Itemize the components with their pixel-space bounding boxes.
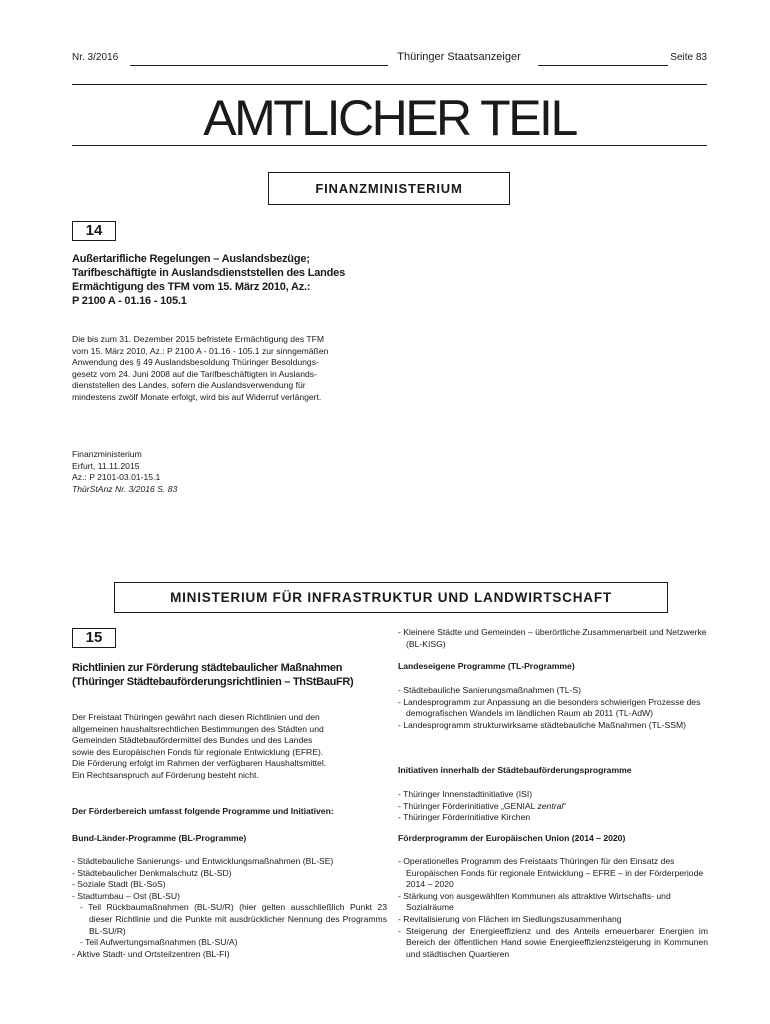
issue-number: Nr. 3/2016: [72, 52, 119, 63]
list-item: - Kleinere Städte und Gemeinden – überörtliche Zusammenarbeit und Netzwerke (BL-KISG): [398, 627, 707, 649]
sign-line: Finanzministerium: [72, 449, 142, 459]
body-line: dienststellen des Landes, sofern die Auslandsverwendung für: [72, 380, 306, 391]
title-line: P 2100 A - 01.16 - 105.1: [72, 295, 187, 307]
citation: ThürStAnz Nr. 3/2016 S. 83: [72, 483, 178, 494]
list-item: - Revitalisierung von Flächen im Siedlungszusammenhang: [398, 913, 622, 924]
tl-programme-list: [398, 685, 708, 731]
header-rule-left: [130, 65, 388, 66]
list-item: - Städtebaulicher Denkmalschutz (BL-SD): [72, 867, 232, 878]
title-line: Richtlinien zur Förderung städtebaulicher Maßnahmen: [72, 662, 343, 674]
page-number: Seite 83: [670, 52, 707, 63]
ministry-heading-infra: MINISTERIUM FÜR INFRASTRUKTUR UND LANDWIRTSCHAFT: [114, 582, 668, 613]
body-line: Der Freistaat Thüringen gewährt nach diesen Richtlinien und den: [72, 712, 320, 722]
bl-programme-list: [72, 856, 387, 960]
body-line: mindestens zwölf Monate erfolgt, wird bis auf Widerruf verlängert.: [72, 391, 322, 402]
item-14-title: [72, 252, 387, 308]
bl-programme-heading: Bund-Länder-Programme (BL-Programme): [72, 833, 247, 843]
list-item: - Städtebauliche Sanierungs- und Entwicklungsmaßnahmen (BL-SE): [72, 856, 334, 866]
body-line: vom 15. März 2010, Az.: P 2100 A - 01.16 - 105.1 zur sinngemäßen: [72, 345, 329, 356]
publication-name: Thüringer Staatsanzeiger: [397, 51, 521, 63]
body-line: Die bis zum 31. Dezember 2015 befristete Ermächtigung des TFM: [72, 334, 325, 344]
page-banner: AMTLICHER TEIL: [203, 90, 576, 146]
list-item: - Landesprogramm strukturwirksame städtebauliche Maßnahmen (TL-SSM): [398, 719, 686, 730]
title-line: Tarifbeschäftigte in Auslandsdienststellen des Landes: [72, 267, 346, 279]
list-item-italic: zentral: [537, 800, 564, 811]
body-line: gesetz vom 24. Juni 2008 auf die Tarifbeschäftigten in Auslands-: [72, 368, 317, 379]
item-number-15: 15: [72, 628, 116, 648]
initiatives-heading: Initiativen innerhalb der Städtebauförderungsprogramme: [398, 765, 632, 775]
list-subitem: - Teil Aufwertungsmaßnahmen (BL-SU/A): [80, 937, 238, 948]
sign-line: Erfurt, 11.11.2015: [72, 460, 140, 471]
list-item-text: - Thüringer Förderinitiative „GENIAL: [398, 800, 538, 811]
title-line: Ermächtigung des TFM vom 15. März 2010, Az.:: [72, 281, 311, 293]
list-item: - Aktive Stadt- und Ortsteilzentren (BL-FI): [72, 948, 230, 959]
body-line: Anwendung des § 49 Auslandsbesoldung Thüringer Besoldungs-: [72, 357, 319, 368]
running-head: [72, 52, 707, 68]
efre-heading: Förderprogramm der Europäischen Union (2014 – 2020): [398, 833, 626, 843]
list-subitem: - Teil Rückbaumaßnahmen (BL-SU/R) (hier gelten ausschließlich Punkt 23 dieser Richtlinie und die Punkte mit ausdrücklicher Nennung des Programms BL-SU/R): [80, 902, 387, 936]
item-14-body: [72, 334, 384, 404]
list-item: - Thüringer Innenstadtinitiative (ISI): [398, 789, 533, 799]
top-divider: [72, 84, 707, 85]
item-number-14: 14: [72, 221, 116, 241]
bl-programme-list-continued: [398, 627, 708, 650]
sign-line: Az.: P 2101-03.01-15.1: [72, 472, 161, 483]
initiatives-list: [398, 789, 708, 824]
item-15-title: [72, 661, 387, 689]
list-item: - Soziale Stadt (BL-SoS): [72, 879, 166, 890]
item-14-signature: [72, 449, 372, 495]
list-item: [398, 801, 708, 813]
list-item-suffix: “: [563, 800, 567, 811]
list-item: - Operationelles Programm des Freistaats Thüringen für den Einsatz des Europäischen Fonds für regionale Entwicklung – EFRE – in der Förderperiode 2014 – 2020: [398, 856, 704, 890]
body-line: allgemeinen haushaltsrechtlichen Bestimmungen des Städten und: [72, 723, 324, 734]
header-rule-right: [538, 65, 668, 66]
tl-programme-heading: Landeseigene Programme (TL-Programme): [398, 661, 575, 671]
body-line: Gemeinden Städtebaufördermittel des Bundes und des Landes: [72, 735, 313, 746]
list-item: - Stärkung von ausgewählten Kommunen als attraktive Wirtschafts- und Sozialräume: [398, 890, 671, 913]
item-15-body: [72, 712, 384, 782]
efre-list: [398, 856, 708, 960]
list-item: - Stadtumbau – Ost (BL-SU): [72, 890, 180, 901]
title-line: Außertarifliche Regelungen – Auslandsbezüge;: [72, 253, 310, 265]
title-line: (Thüringer Städtebauförderungsrichtlinien – ThStBauFR): [72, 676, 354, 688]
ministry-heading-finanz: FINANZMINISTERIUM: [268, 172, 510, 205]
list-item: - Thüringer Förderinitiative Kirchen: [398, 812, 531, 823]
body-line: sowie des Europäischen Fonds für regionale Entwicklung (EFRE).: [72, 746, 324, 757]
banner-divider: [72, 145, 707, 146]
body-line: Ein Rechtsanspruch auf Förderung besteht nicht.: [72, 769, 259, 780]
body-line: Die Förderung erfolgt im Rahmen der verfügbaren Haushaltsmittel.: [72, 758, 327, 769]
foerderbereich-heading: Der Förderbereich umfasst folgende Programme und Initiativen:: [72, 806, 334, 816]
list-item: - Landesprogramm zur Anpassung an die besonders schwierigen Prozesse des demografischen Wandels im ländlichen Raum ab 2011 (TL-AdW): [398, 696, 701, 719]
list-item: - Städtebauliche Sanierungsmaßnahmen (TL-S): [398, 685, 581, 695]
list-item: - Steigerung der Energieeffizienz und des Anteils erneuerbarer Energien im Bereich der öffentlichen Hand sowie Energieeffizienzsteigerung in Kommunen und städtischen Quartieren: [398, 925, 708, 959]
